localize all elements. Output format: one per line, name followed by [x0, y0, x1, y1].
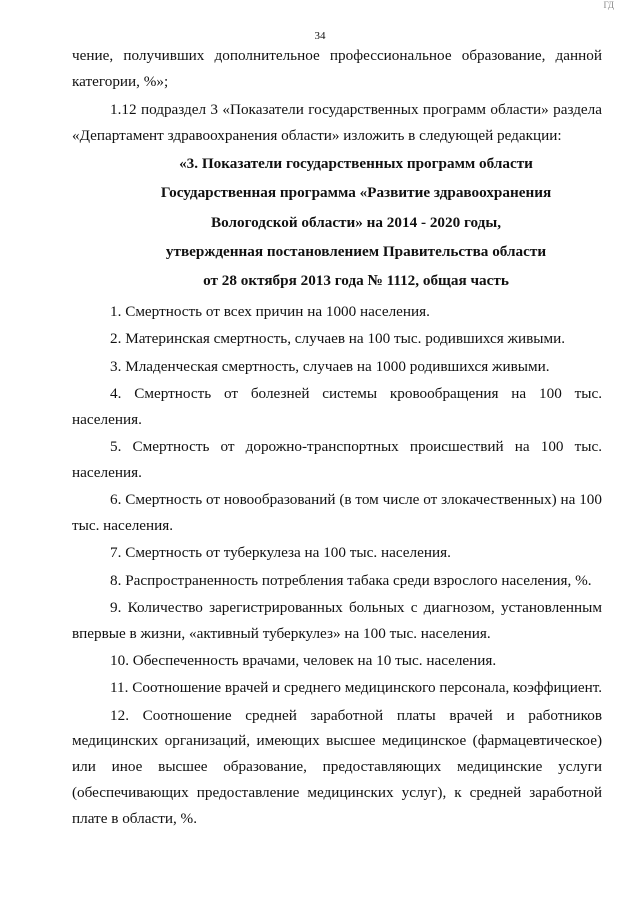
list-item: 11. Соотношение врачей и среднего медицинского персонала, коэффициент. — [110, 679, 602, 697]
heading-line: «3. Показатели государственных программ области — [179, 155, 533, 173]
list-item: 7. Смертность от туберкулеза на 100 тыс. населения. — [110, 544, 451, 562]
list-item: 3. Младенческая смертность, случаев на 1000 родившихся живыми. — [110, 357, 550, 375]
list-item: 2. Материнская смертность, случаев на 100 тыс. родившихся живыми. — [110, 330, 566, 348]
continuation-paragraph: чение, получивших дополнительное профессиональное образование, данной категории, %»; — [72, 47, 602, 90]
indicator-list — [72, 299, 602, 831]
amendment-paragraph: 1.12 подраздел 3 «Показатели государственных программ области» раздела «Департамент здравоохранения области» изложить в следующей редакции: — [72, 101, 602, 144]
heading-line: утвержденная постановлением Правительства области — [165, 243, 547, 261]
list-item: 1. Смертность от всех причин на 1000 населения. — [110, 303, 430, 321]
list-item: 6. Смертность от новообразований (в том числе от злокачественных) на 100 тыс. населения. — [72, 491, 602, 535]
list-item: 10. Обеспеченность врачами, человек на 10 тыс. населения. — [110, 652, 497, 670]
heading-line: Государственная программа «Развитие здравоохранения — [160, 184, 552, 202]
heading-line: от 28 октября 2013 года № 1112, общая часть — [203, 272, 509, 290]
page-number: 34 — [314, 30, 326, 42]
list-item: 9. Количество зарегистрированных больных с диагнозом, установленным впервые в жизни, «активный туберкулез» на 100 тыс. населения. — [72, 598, 602, 642]
corner-mark: ГД — [603, 0, 614, 10]
list-item: 8. Распространенность потребления табака среди взрослого населения, %. — [110, 571, 592, 589]
heading-line: Вологодской области» на 2014 - 2020 годы, — [210, 213, 502, 231]
list-item: 12. Соотношение средней заработной платы врачей и работников медицинских организаций, имеющих высшее медицинское (фармацевтическое) или иное высшее образование, предоставляющих медицинские услуги (обеспечивающих предоставление медицинских услуг), к средней заработной плате в области, %. — [72, 706, 602, 827]
section-heading — [72, 151, 602, 295]
page-content — [72, 43, 602, 833]
list-item: 5. Смертность от дорожно-транспортных происшествий на 100 тыс. населения. — [72, 438, 602, 481]
list-item: 4. Смертность от болезней системы кровообращения на 100 тыс. населения. — [72, 385, 602, 428]
